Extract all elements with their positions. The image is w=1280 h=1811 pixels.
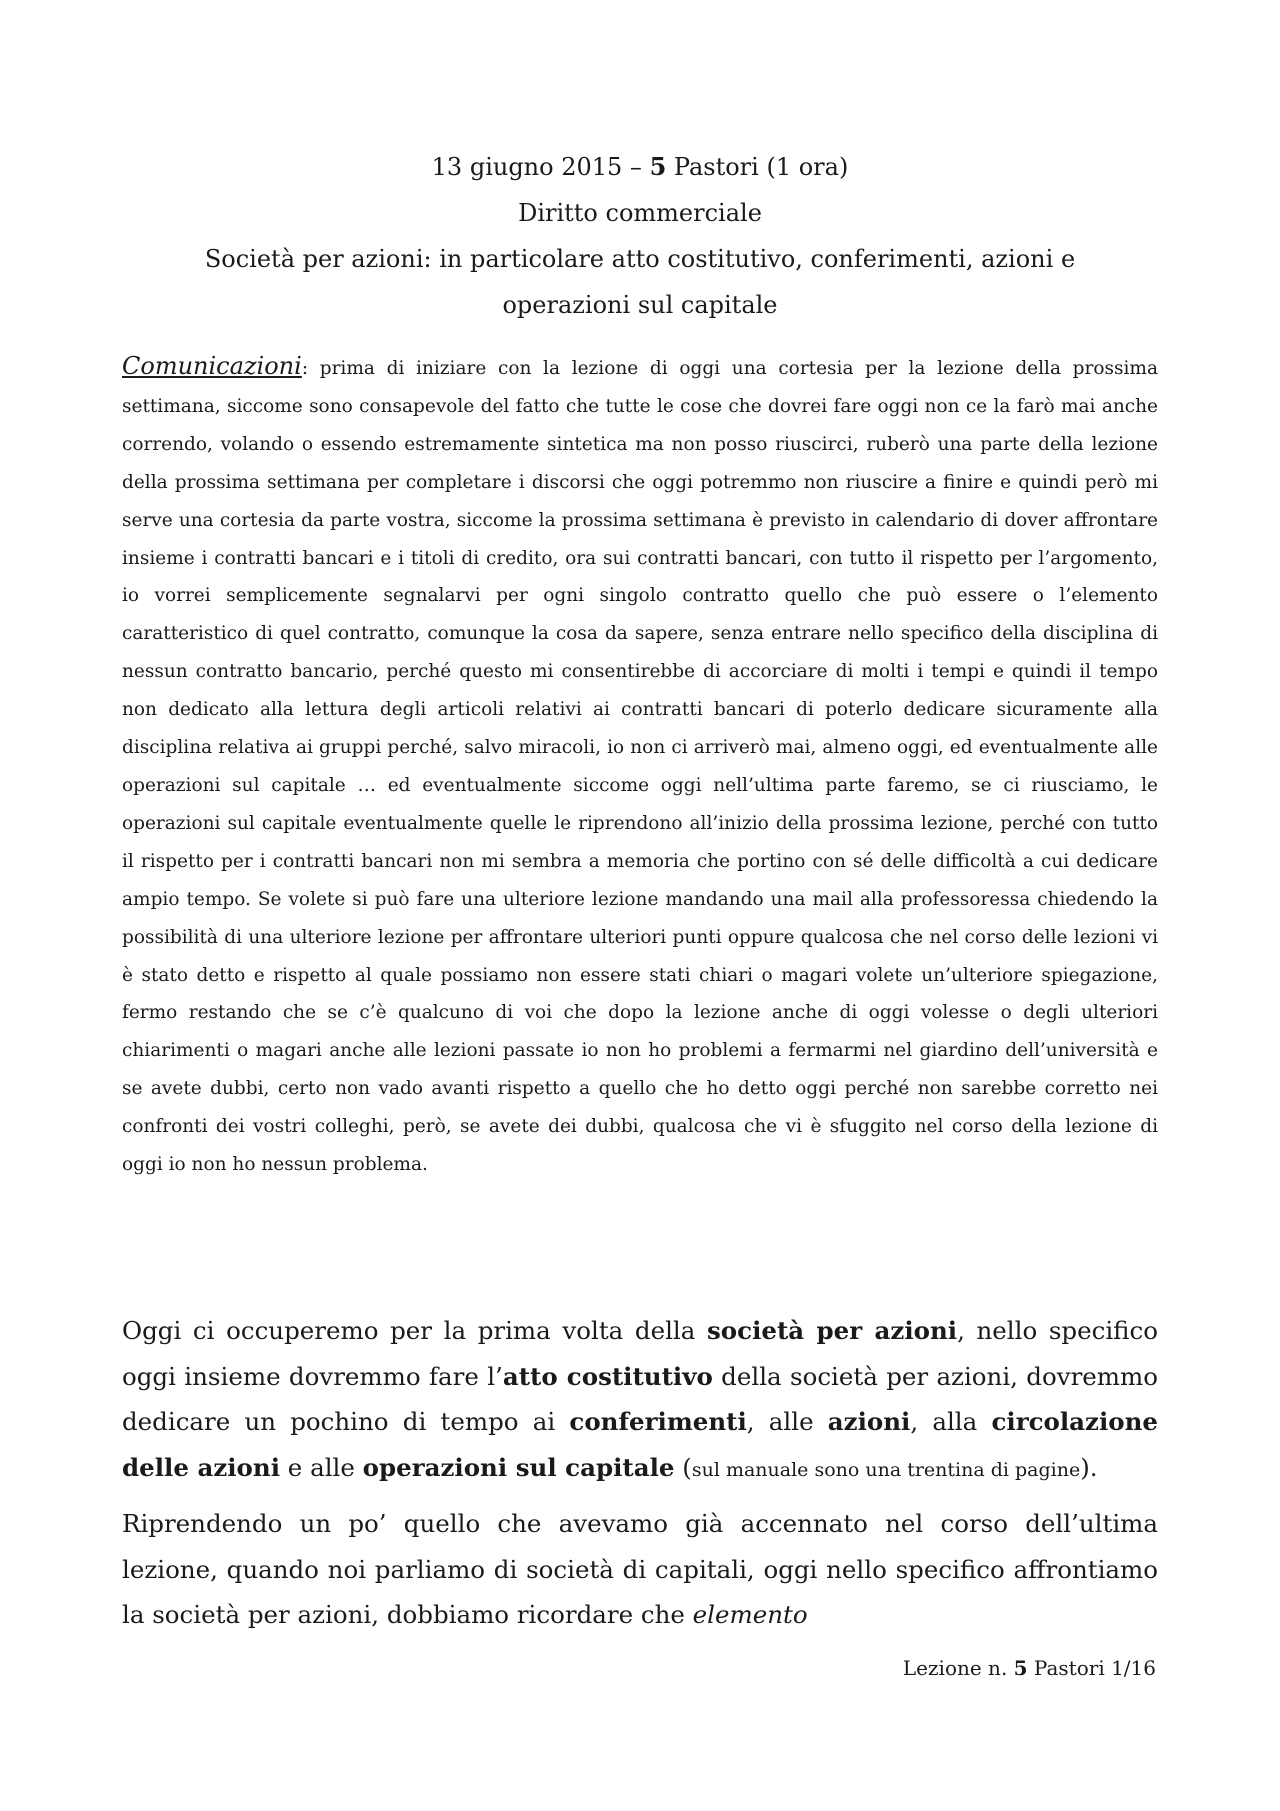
page-footer xyxy=(903,1654,1156,1682)
text-run: , nello specifico oggi insieme dovremmo fare l’ xyxy=(122,1316,1158,1391)
lesson-topic-line-2: operazioni sul capitale xyxy=(502,291,778,319)
text-run: e alle xyxy=(280,1452,363,1482)
text-run: Riprendendo un po’ quello che avevamo già accennato nel corso dell’ultima lezione, quando noi parliamo di società di capitali, oggi nello specifico affrontiamo la società per azioni, dobbiamo ricordare che xyxy=(122,1509,1158,1629)
body-text xyxy=(122,1308,1158,1638)
lesson-topic-line-1: Società per azioni: in particolare atto costitutivo, conferimenti, azioni e xyxy=(204,245,1076,273)
bold-term: operazioni sul capitale xyxy=(362,1452,675,1482)
text-run: ( xyxy=(674,1452,692,1482)
manual-note: sul manuale sono una trentina di pagine xyxy=(691,1458,1081,1481)
text-run: Oggi ci occuperemo per la prima volta della xyxy=(122,1316,708,1345)
text-run: della società per azioni, dovremmo dedicare un pochino di tempo ai xyxy=(122,1361,1159,1436)
text-run: , alle xyxy=(746,1407,828,1436)
paragraph-intro xyxy=(122,1308,1158,1493)
lesson-number: 5 xyxy=(649,152,667,181)
bold-term: società per azioni xyxy=(707,1316,958,1345)
communications-colon: : xyxy=(301,358,309,379)
bold-term: atto costitutivo xyxy=(502,1361,713,1391)
lesson-professor: Pastori (1 ora) xyxy=(666,153,849,181)
italic-term: elemento xyxy=(692,1600,808,1629)
bold-term: conferimenti xyxy=(569,1407,747,1436)
communications-label: Comunicazioni xyxy=(122,352,302,380)
communications-paragraph xyxy=(122,348,1158,1184)
bold-term: azioni xyxy=(827,1407,911,1436)
lesson-header xyxy=(120,144,1160,328)
lesson-date: 13 giugno 2015 – xyxy=(431,153,650,181)
footer-lesson-number: 5 xyxy=(1013,1656,1028,1680)
course-title: Diritto commerciale xyxy=(518,199,762,227)
lesson-date-line xyxy=(120,144,1160,190)
paragraph-recap xyxy=(122,1501,1158,1638)
text-run: , alla xyxy=(910,1407,992,1436)
text-run: ). xyxy=(1080,1452,1098,1482)
footer-page-info: Pastori 1/16 xyxy=(1027,1656,1156,1680)
bold-term: circolazione delle azioni xyxy=(122,1407,1159,1482)
footer-label: Lezione n. xyxy=(902,1656,1014,1680)
communications-text: prima di iniziare con la lezione di oggi una cortesia per la lezione della prossima settimana, siccome sono consapevole del fatto che tutte le cose che dovrei fare oggi non ce la farò mai anche correndo, volando o essendo estremamente sintetica ma non posso riuscirci, ruberò una parte della lezione della prossima settimana per completare i discorsi che oggi potremmo non riuscire a finire e quindi però mi serve una cortesia da parte vostra, siccome la prossima settimana è previsto in calendario di dover affrontare insieme i contratti bancari e i titoli di credito, ora sui contratti bancari, con tutto il rispetto per l’argomento, io vorrei semplicemente segnalarvi per ogni singolo contratto quello che può essere o l’elemento caratteristico di quel contratto, comunque la cosa da sapere, senza entrare nello specifico della disciplina di nessun contratto bancario, perché questo mi consentirebbe di accorciare di molti i tempi e quindi il tempo non dedicato alla lettura degli articoli relativi ai contratti bancari di poterlo dedicare sicuramente alla disciplina relativa ai gruppi perché, salvo miracoli, io non ci arriverò mai, almeno oggi, ed eventualmente alle operazioni sul capitale … ed eventualmente siccome oggi nell’ultima parte faremo, se ci riusciamo, le operazioni sul capitale eventualmente quelle le riprendono all’inizio della prossima lezione, perché con tutto il rispetto per i contratti bancari non mi sembra a memoria che portino con sé delle difficoltà a cui dedicare ampio tempo. Se volete si può fare una ulteriore lezione mandando una mail alla professoressa chiedendo la possibilità di una ulteriore lezione per affrontare ulteriori punti oppure qualcosa che nel corso delle lezioni vi è stato detto e rispetto al quale possiamo non essere stati chiari o magari volete un’ulteriore spiegazione, fermo restando che se c’è qualcuno di voi che dopo la lezione anche di oggi volesse o degli ulteriori chiarimenti o magari anche alle lezioni passate io non ho problemi a fermarmi nel giardino dell’università e se avete dubbi, certo non vado avanti rispetto a quello che ho detto oggi perché non sarebbe corretto nei confronti dei vostri colleghi, però, se avete dei dubbi, qualcosa che vi è sfuggito nel corso della lezione di oggi io non ho nessun problema. xyxy=(122,358,1158,1176)
